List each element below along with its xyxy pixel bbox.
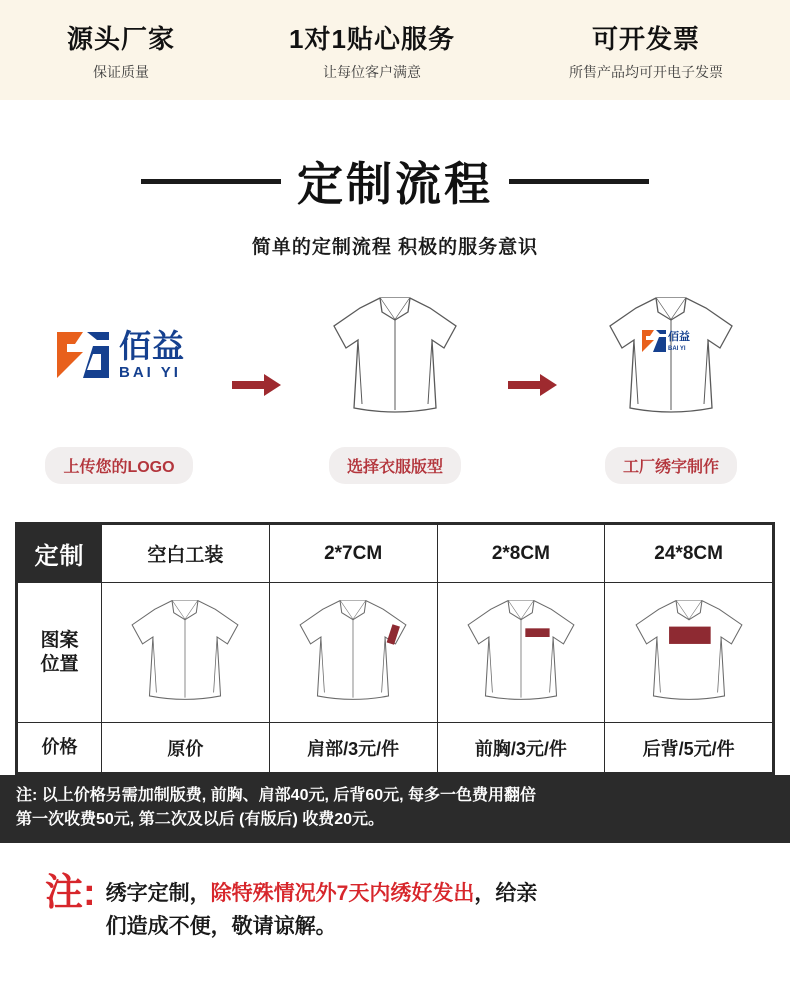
row-label-pattern-position — [18, 583, 102, 723]
section-subtitle: 简单的定制流程 积极的服务意识 — [251, 237, 539, 258]
table-corner-label: 定制 — [18, 525, 102, 583]
table-header-cell: 2*8CM — [437, 525, 605, 583]
table-price-row — [18, 723, 773, 773]
price-cell: 后背/5元/件 — [605, 723, 773, 773]
svg-text:BAI YI: BAI YI — [668, 346, 686, 352]
divider-right — [509, 179, 649, 184]
page-title: 定制流程 — [297, 158, 493, 210]
flow-label-factory-embroider: 工厂绣字制作 — [605, 447, 737, 484]
patch-marker-chest — [525, 628, 549, 637]
note-marker: 注: — [45, 872, 96, 914]
price-note-line-1: 注: 以上价格另需加制版费, 前胸、肩部40元, 后背60元, 每多一色费用翻倍 — [16, 787, 537, 804]
banner-title: 1对1贴心服务 — [289, 23, 455, 54]
delivery-note — [25, 873, 765, 943]
note-body — [106, 873, 538, 943]
banner-item — [289, 19, 455, 82]
price-note-line-2: 第一次收费50元, 第二次及以后 (有版后) 收费20元。 — [16, 811, 385, 828]
logo-shirt-illustration — [596, 285, 746, 425]
brand-logo — [53, 285, 185, 425]
shirt-cell-back — [605, 583, 773, 723]
shirt-cell-chest — [437, 583, 605, 723]
table-header-cell: 空白工装 — [102, 525, 270, 583]
price-cell: 原价 — [102, 723, 270, 773]
banner-subtitle: 保证质量 — [93, 63, 149, 80]
table-header-row — [18, 525, 773, 583]
note-text-before: 绣字定制， — [105, 882, 211, 905]
flow-label-upload-logo: 上传您的LOGO — [45, 447, 192, 484]
table-header-cell: 2*7CM — [269, 525, 437, 583]
flow-step-select-style — [302, 285, 488, 484]
logo-chinese-text: 佰益 — [118, 328, 185, 364]
arrow-right-icon — [506, 315, 560, 455]
table-pattern-row — [18, 583, 773, 723]
logo-english-text: BAI YI — [118, 364, 181, 381]
banner-title: 源头厂家 — [67, 23, 176, 54]
flow-label-select-style: 选择衣服版型 — [329, 447, 461, 484]
price-cell: 前胸/3元/件 — [437, 723, 605, 773]
banner-subtitle: 让每位客户满意 — [322, 63, 421, 80]
row-label-line: 位置 — [40, 653, 79, 675]
blank-shirt-illustration — [320, 285, 470, 425]
shirt-cell-shoulder — [269, 583, 437, 723]
shirt-cell-blank — [102, 583, 270, 723]
arrow-right-icon — [230, 315, 284, 455]
price-note-bar — [0, 775, 790, 843]
svg-text:佰益: 佰益 — [668, 331, 690, 343]
process-flow — [0, 285, 790, 484]
note-text-after: ，给亲 — [474, 882, 538, 905]
flow-step-factory-embroider — [578, 285, 764, 484]
divider-left — [141, 179, 281, 184]
section-heading — [0, 148, 790, 214]
note-line-2: 们造成不便，敬请谅解。 — [105, 914, 337, 938]
patch-marker-back — [669, 626, 711, 643]
logo-mark-icon — [53, 326, 115, 384]
table-header-cell: 24*8CM — [605, 525, 773, 583]
flow-step-upload-logo — [26, 285, 212, 484]
row-label-line: 图案 — [40, 629, 79, 651]
banner-item — [67, 19, 175, 82]
customization-table — [15, 522, 775, 775]
note-highlight: 除特殊情况外7天内绣好发出 — [210, 882, 475, 905]
banner-item — [569, 19, 723, 82]
top-banner — [0, 0, 790, 100]
banner-title: 可开发票 — [591, 23, 700, 54]
banner-subtitle: 所售产品均可开电子发票 — [568, 63, 723, 80]
price-cell: 肩部/3元/件 — [269, 723, 437, 773]
row-label-price: 价格 — [18, 723, 102, 773]
